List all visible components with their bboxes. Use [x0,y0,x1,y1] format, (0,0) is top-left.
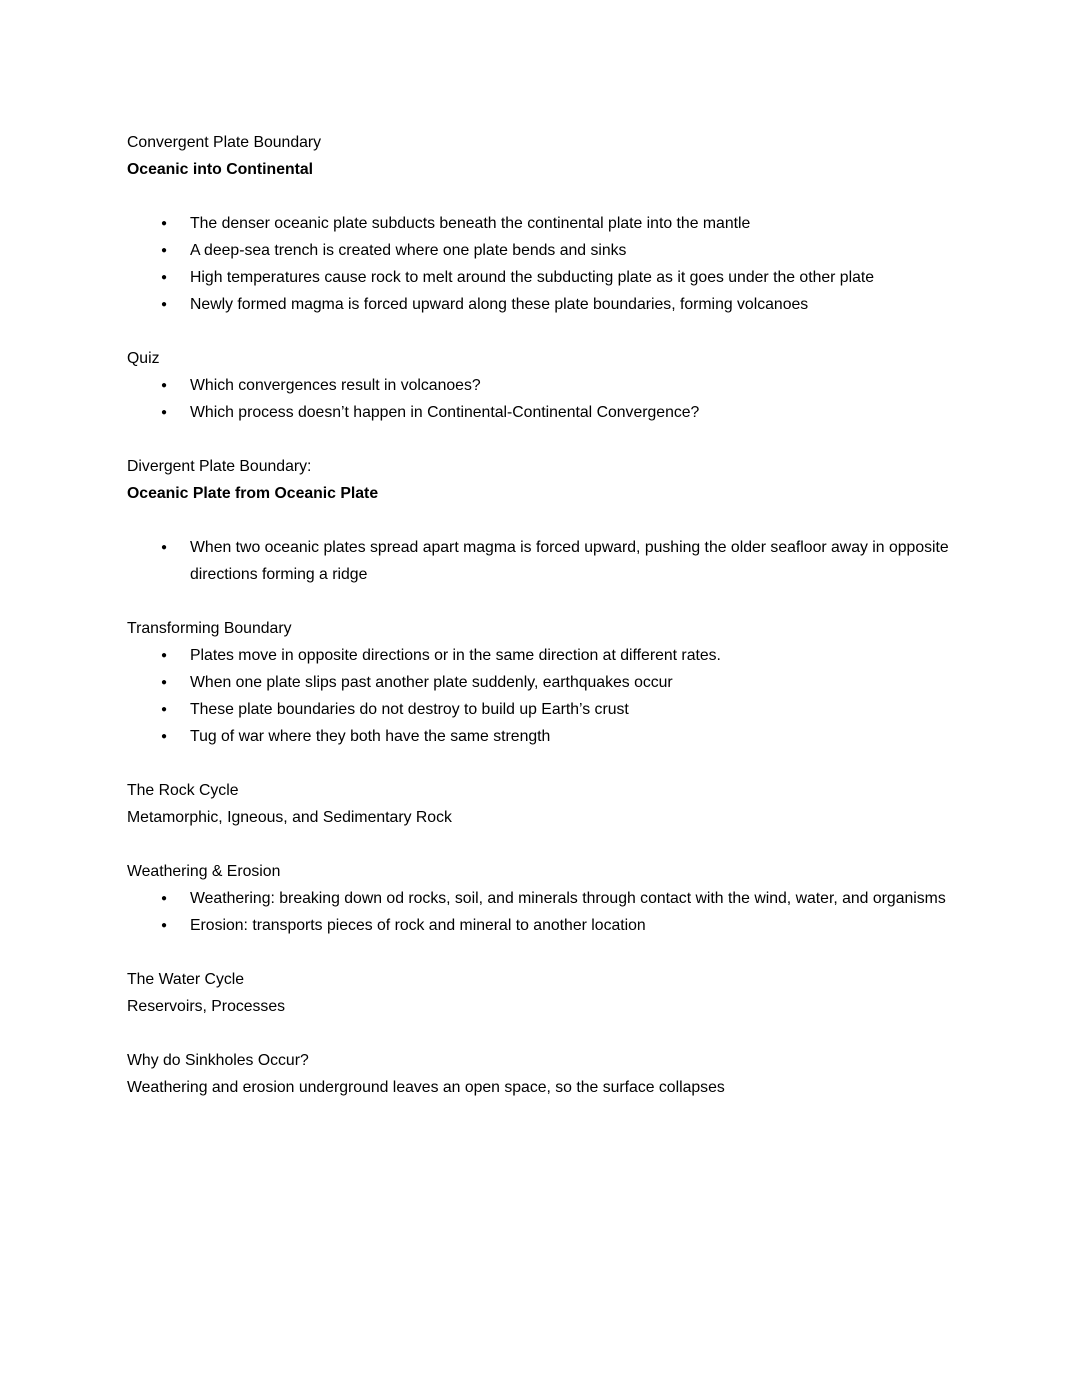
section-heading: The Water Cycle [127,971,245,988]
section-heading: Why do Sinkholes Occur? [127,1052,309,1069]
bullet-list [127,534,955,588]
section-heading: Divergent Plate Boundary: [127,458,312,475]
bullet-list [127,210,955,318]
bullet-item: ● The denser oceanic plate subducts beneath the continental plate into the mantle [127,210,955,237]
bullet-item: ● When two oceanic plates spread apart magma is forced upward, pushing the older seafloor away in opposite directions forming a ridge [127,534,955,588]
bullet-item: ● Which convergences result in volcanoes? [127,372,955,399]
section [127,777,955,831]
bullet-list [127,642,955,750]
bullet-list [127,885,955,939]
bullet-item: ● A deep-sea trench is created where one plate bends and sinks [127,237,955,264]
section-subheading: Oceanic into Continental [127,161,314,178]
section-heading: Weathering and erosion underground leaves an open space, so the surface collapses [127,1079,725,1096]
bullet-item: ● When one plate slips past another plate suddenly, earthquakes occur [127,669,955,696]
section [127,615,955,750]
section-heading: Transforming Boundary [127,620,292,637]
section-heading: Reservoirs, Processes [127,998,286,1015]
section [127,129,955,318]
section [127,858,955,939]
section [127,966,955,1020]
section-subheading: Oceanic Plate from Oceanic Plate [127,485,379,502]
section-heading: The Rock Cycle [127,782,239,799]
section [127,345,955,426]
section [127,453,955,588]
bullet-list [127,372,955,426]
bullet-item: ● Plates move in opposite directions or in the same direction at different rates. [127,642,955,669]
bullet-item: ● These plate boundaries do not destroy to build up Earth’s crust [127,696,955,723]
section-heading: Convergent Plate Boundary [127,134,322,151]
section [127,1047,955,1101]
bullet-item: ● Tug of war where they both have the same strength [127,723,955,750]
document-body [127,129,955,1101]
section-heading: Quiz [127,350,160,367]
bullet-item: ● Erosion: transports pieces of rock and mineral to another location [127,912,955,939]
bullet-item: ● Weathering: breaking down od rocks, soil, and minerals through contact with the wind, water, and organisms [127,885,955,912]
bullet-item: ● High temperatures cause rock to melt around the subducting plate as it goes under the other plate [127,264,955,291]
bullet-item: ● Which process doesn’t happen in Continental-Continental Convergence? [127,399,955,426]
bullet-item: ● Newly formed magma is forced upward along these plate boundaries, forming volcanoes [127,291,955,318]
section-heading: Weathering & Erosion [127,863,281,880]
section-heading: Metamorphic, Igneous, and Sedimentary Rock [127,809,452,826]
